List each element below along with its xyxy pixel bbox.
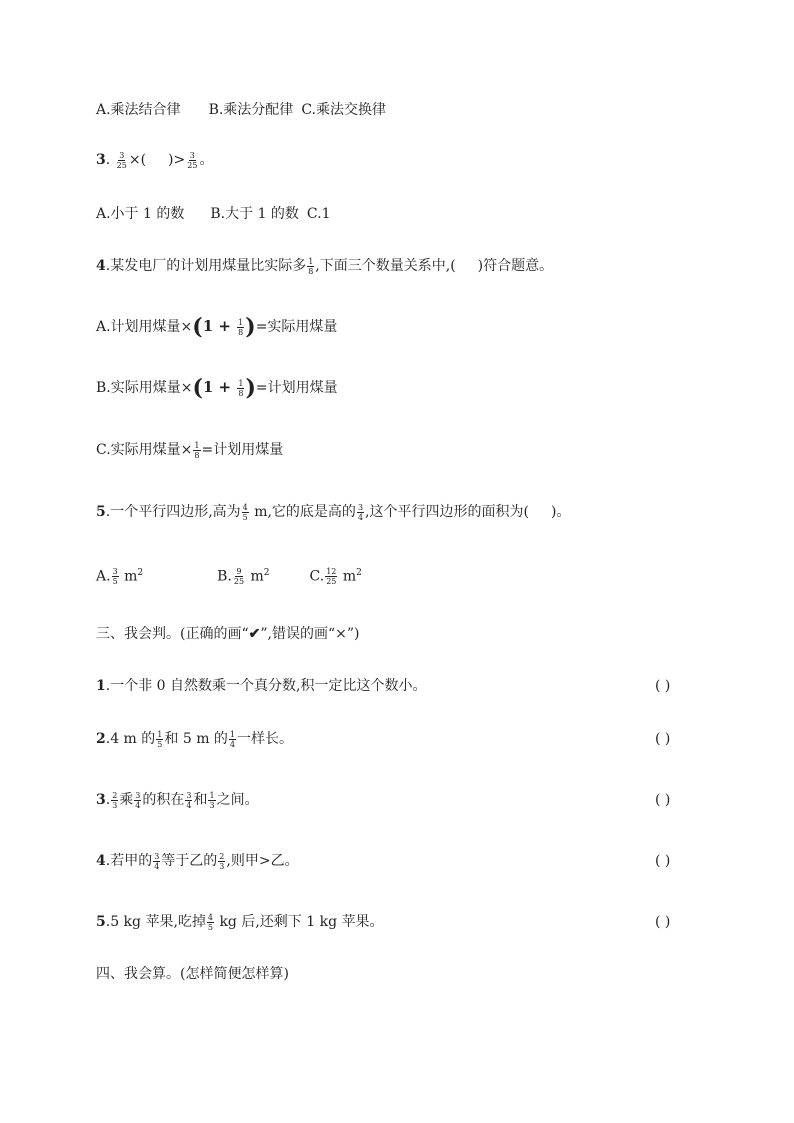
option-text: A.计划用煤量× bbox=[96, 319, 193, 335]
fraction: $\frac{3}{4}$ bbox=[357, 502, 364, 522]
question-number: 3 bbox=[96, 792, 106, 808]
question-number: 4 bbox=[96, 258, 106, 274]
fraction: $\frac{4}{5}$ bbox=[207, 912, 213, 932]
fraction: $\frac{1}{5}$ bbox=[157, 729, 163, 749]
question-3: 3. $\frac{3}{25}$ ×( )> $\frac{3}{25}$ 。 bbox=[96, 150, 214, 170]
q4-end: )符合题意。 bbox=[477, 258, 554, 274]
judge-text: .若甲的 bbox=[105, 853, 153, 869]
q4-text-2: ,下面三个数量关系中,( bbox=[315, 258, 456, 274]
fraction: $\frac{4}{5}$ bbox=[242, 502, 248, 522]
judge-text-4: 和 bbox=[193, 792, 208, 808]
close-paren: ) bbox=[245, 375, 256, 401]
fraction: $\frac{1}{8}$ bbox=[308, 256, 314, 276]
judge-text-2: 等于乙的 bbox=[161, 853, 218, 869]
section-4-title: 四、我会算。(怎样简便怎样算) bbox=[96, 966, 289, 982]
one-plus: 1 + bbox=[202, 317, 237, 335]
question-number: 5 bbox=[96, 504, 106, 520]
fraction: $\frac{3}{4}$ bbox=[135, 790, 141, 810]
judge-text: . bbox=[105, 792, 111, 808]
question-number: 2 bbox=[96, 731, 106, 747]
judge-item-3 bbox=[96, 790, 259, 810]
judge-text-2: 乘 bbox=[119, 792, 134, 808]
question-5 bbox=[96, 502, 570, 522]
section-title-text: 三、我会判。(正确的画“ bbox=[96, 626, 249, 642]
judge-item-4 bbox=[96, 851, 299, 871]
judge-item-2 bbox=[96, 729, 293, 749]
answer-paren[interactable]: ( ) bbox=[655, 792, 671, 808]
q3-option-c: C.1 bbox=[306, 206, 331, 222]
option-text-2: =计划用煤量 bbox=[255, 380, 338, 396]
one-plus: 1 + bbox=[202, 378, 237, 396]
q5-options bbox=[96, 563, 362, 587]
q4-option-b bbox=[96, 375, 338, 401]
q3-option-a: A.小于 1 的数 bbox=[96, 206, 185, 222]
fraction: $\frac{3}{4}$ bbox=[186, 790, 192, 810]
judge-text-3: 一样长。 bbox=[237, 731, 294, 747]
q3-text: ×( bbox=[128, 152, 147, 168]
option-text-2: =实际用煤量 bbox=[255, 319, 338, 335]
q4-text: .某发电厂的计划用煤量比实际多 bbox=[105, 258, 307, 274]
q5-option-b: B. $\frac{9}{25}$ $m^2$ bbox=[217, 567, 270, 587]
section-title-text-2: ”,错误的画“×”) bbox=[260, 626, 360, 642]
q5-text: .一个平行四边形,高为 bbox=[105, 504, 241, 520]
judge-text: .5 kg 苹果,吃掉 bbox=[105, 914, 206, 930]
fraction: $\frac{1}{8}$ bbox=[238, 317, 244, 337]
answer-paren[interactable]: ( ) bbox=[655, 731, 671, 747]
close-paren: ) bbox=[245, 314, 256, 340]
q2-option-c: C.乘法交换律 bbox=[301, 102, 386, 118]
q3-option-b: B.大于 1 的数 bbox=[210, 206, 299, 222]
fraction: $\frac{3}{4}$ bbox=[154, 851, 160, 871]
q2-option-a: A.乘法结合律 bbox=[96, 102, 181, 118]
fraction: $\frac{1}{8}$ bbox=[194, 440, 200, 460]
fraction: $\frac{3}{25}$ bbox=[187, 150, 198, 170]
judge-text: .一个非 0 自然数乘一个真分数,积一定比这个数小。 bbox=[105, 678, 427, 694]
judge-text-2: kg 后,还剩下 1 kg 苹果。 bbox=[215, 914, 384, 930]
judge-item-1 bbox=[96, 676, 426, 696]
open-paren: ( bbox=[192, 375, 203, 401]
judge-text-2: 和 5 m 的 bbox=[164, 731, 228, 747]
judge-item-5 bbox=[96, 912, 384, 932]
answer-paren[interactable]: ( ) bbox=[655, 853, 671, 869]
judge-text-3: 的积在 bbox=[142, 792, 185, 808]
check-icon: ✔ bbox=[248, 626, 261, 642]
q5-text-2: m,它的底是高的 bbox=[249, 504, 356, 520]
question-4 bbox=[96, 256, 553, 276]
q4-option-a bbox=[96, 314, 338, 340]
option-text: C.实际用煤量× bbox=[96, 442, 193, 458]
q2-options bbox=[96, 100, 386, 120]
q3-text-2: )> bbox=[168, 152, 186, 168]
q3-end: 。 bbox=[199, 152, 214, 168]
fraction: $\frac{1}{8}$ bbox=[238, 378, 244, 398]
open-paren: ( bbox=[192, 314, 203, 340]
fraction: $\frac{3}{25}$ bbox=[116, 150, 127, 170]
question-number: 5 bbox=[96, 914, 106, 930]
question-number: 4 bbox=[96, 853, 106, 869]
fraction: $\frac{2}{3}$ bbox=[219, 851, 225, 871]
q5-option-c: C. $\frac{12}{25}$ $m^2$ bbox=[309, 567, 362, 587]
answer-paren[interactable]: ( ) bbox=[655, 678, 671, 694]
answer-paren[interactable]: ( ) bbox=[655, 914, 671, 930]
fraction: $\frac{1}{4}$ bbox=[229, 729, 236, 749]
option-text-2: =计划用煤量 bbox=[201, 442, 284, 458]
judge-text: .4 m 的 bbox=[105, 731, 156, 747]
section-3-title bbox=[96, 624, 359, 644]
q3-options bbox=[96, 204, 331, 224]
fraction: $\frac{1}{3}$ bbox=[209, 790, 215, 810]
fraction: $\frac{2}{3}$ bbox=[112, 790, 118, 810]
question-number: 3 bbox=[96, 152, 106, 168]
judge-text-5: 之间。 bbox=[216, 792, 259, 808]
question-number: 1 bbox=[96, 678, 106, 694]
q5-option-a: A. $\frac{3}{5}$ $m^2$ bbox=[96, 567, 144, 587]
q4-option-c bbox=[96, 440, 283, 460]
option-text: B.实际用煤量× bbox=[96, 380, 193, 396]
q2-option-b: B.乘法分配律 bbox=[208, 102, 294, 118]
q5-end: )。 bbox=[550, 504, 571, 520]
judge-text-3: ,则甲>乙。 bbox=[226, 853, 299, 869]
q5-text-3: ,这个平行四边形的面积为( bbox=[365, 504, 529, 520]
